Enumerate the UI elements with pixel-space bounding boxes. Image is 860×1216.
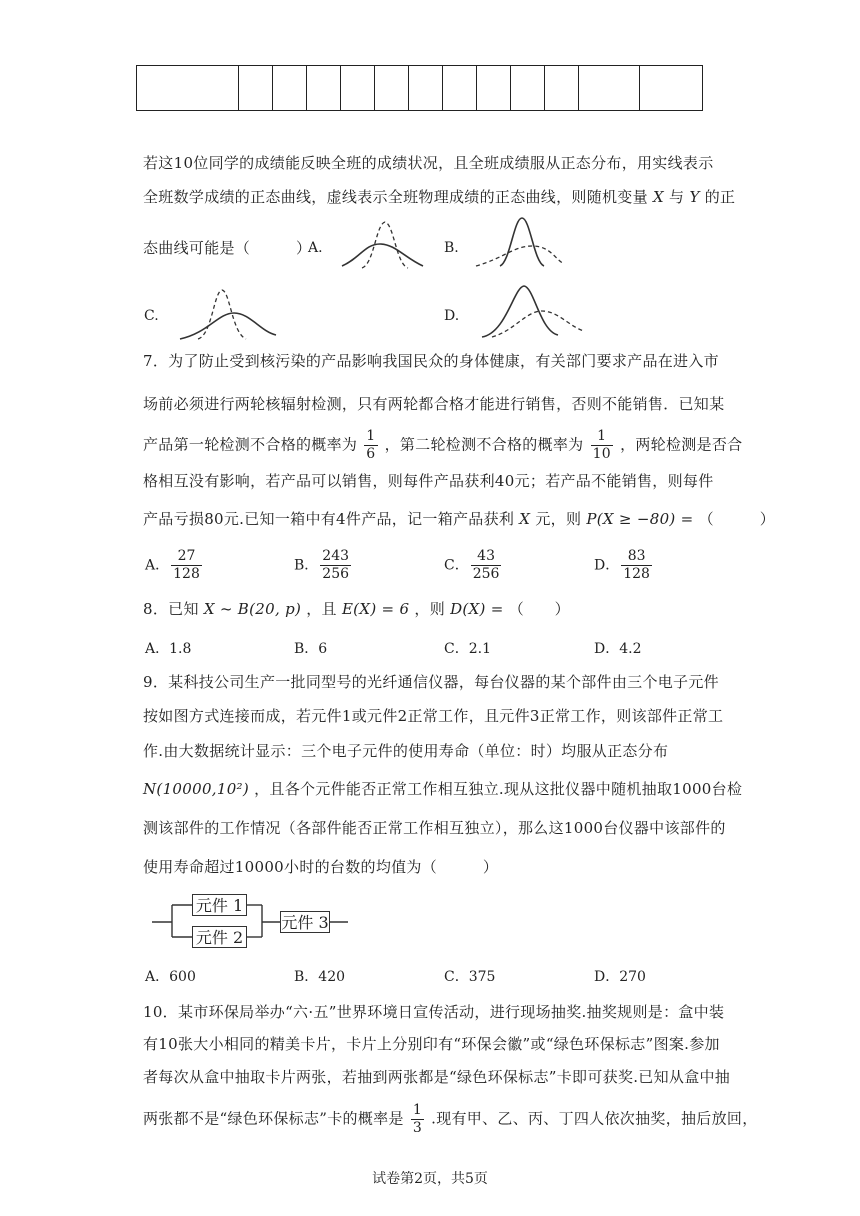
fraction-numerator: 243 bbox=[322, 548, 350, 564]
page-footer: 试卷第2页，共5页 bbox=[372, 1171, 488, 1187]
option-label: D． bbox=[594, 557, 620, 574]
q7-option-b bbox=[294, 548, 353, 583]
q7-line-4: 格相互没有影响，若产品可以销售，则每件产品获利40元；若产品不能销售，则每件 bbox=[143, 472, 714, 490]
q6-option-b-figure bbox=[474, 214, 566, 270]
fraction bbox=[471, 548, 502, 583]
q8-expr-3: D(X) = bbox=[450, 600, 504, 618]
q8-line bbox=[143, 598, 570, 620]
answer-blank: （ ） bbox=[508, 600, 570, 618]
fraction-denominator: 256 bbox=[322, 566, 350, 582]
fraction bbox=[171, 548, 202, 583]
q7-line-5-a: 产品亏损80元.已知一箱中有4件产品，记一箱产品获利 bbox=[143, 510, 515, 528]
option-value: 6 bbox=[318, 641, 328, 657]
table-cell bbox=[341, 66, 375, 111]
fraction bbox=[591, 428, 613, 463]
option-label: B． bbox=[294, 969, 319, 985]
answer-blank: （ ） bbox=[698, 510, 776, 528]
q10-line-3: 者每次从盒中抽取卡片两张，若抽到两张都是“绿色环保标志”卡即可获奖.已知从盒中抽 bbox=[143, 1068, 731, 1086]
option-label: D． bbox=[594, 969, 620, 985]
component-1-box: 元件 1 bbox=[192, 894, 247, 916]
q7-option-c bbox=[444, 548, 503, 583]
table-row bbox=[137, 66, 703, 111]
option-value: 600 bbox=[169, 969, 196, 985]
q9-option-a bbox=[145, 966, 196, 986]
q7-line-5 bbox=[143, 508, 775, 530]
q8-expr-2: E(X) = 6 bbox=[341, 600, 410, 618]
q9-line-1: 9．某科技公司生产一批同型号的光纤通信仪器，每台仪器的某个部件由三个电子元件 bbox=[143, 673, 719, 691]
q8-option-d bbox=[594, 638, 642, 658]
q7-line-5-b: 元，则 bbox=[535, 510, 582, 528]
q7-option-d bbox=[594, 548, 654, 583]
q8-option-a bbox=[145, 638, 191, 658]
q9-line-4-b: ，且各个元件能否正常工作相互独立.现从这批仪器中随机抽取1000台检 bbox=[254, 780, 743, 798]
q7-line-3-b: ，第二轮检测不合格的概率为 bbox=[384, 435, 584, 454]
fraction-denominator: 10 bbox=[592, 446, 611, 462]
q9-option-c bbox=[444, 966, 495, 986]
q6-option-d-label: D. bbox=[444, 308, 460, 324]
option-label: A． bbox=[145, 557, 170, 574]
q7-line-3-c: ，两轮检测是否合 bbox=[620, 435, 743, 454]
q10-line-4-b: .现有甲、乙、丙、丁四人依次抽奖，抽后放回， bbox=[431, 1109, 758, 1128]
option-label: D． bbox=[594, 641, 620, 657]
fraction-denominator: 6 bbox=[366, 446, 376, 462]
fraction bbox=[411, 1102, 424, 1137]
table-cell bbox=[579, 66, 640, 111]
probability-expression: P(X ≥ −80) = bbox=[586, 510, 694, 528]
table-cell bbox=[273, 66, 307, 111]
q10-line-2: 有10张大小相同的精美卡片，卡片上分别印有“环保会徽”或“绿色环保标志”图案.参加 bbox=[143, 1035, 720, 1053]
score-table bbox=[136, 65, 703, 111]
component-2-box: 元件 2 bbox=[192, 926, 247, 948]
q9-line-4 bbox=[143, 778, 742, 800]
q6-option-c-label: C. bbox=[144, 308, 159, 324]
q7-option-a bbox=[145, 548, 204, 583]
table-cell bbox=[307, 66, 341, 111]
component-3-box: 元件 3 bbox=[281, 913, 329, 932]
q6-line-2-end: 的正 bbox=[704, 188, 736, 206]
q10-line-4 bbox=[143, 1102, 758, 1137]
table-cell bbox=[511, 66, 545, 111]
option-label: B． bbox=[294, 641, 319, 657]
fraction-numerator: 1 bbox=[366, 428, 376, 444]
fraction-numerator: 1 bbox=[591, 428, 613, 446]
fraction bbox=[364, 428, 377, 463]
fraction bbox=[621, 548, 652, 583]
table-cell bbox=[443, 66, 477, 111]
fraction-denominator: 256 bbox=[472, 566, 500, 582]
q6-line-3: 态曲线可能是（ ） bbox=[143, 239, 312, 257]
option-label: B． bbox=[294, 557, 319, 574]
q8-option-c bbox=[444, 638, 491, 658]
table-cell bbox=[137, 66, 239, 111]
q8-text-c: ，则 bbox=[414, 600, 446, 618]
q9-line-3: 作.由大数据统计显示：三个电子元件的使用寿命（单位：时）均服从正态分布 bbox=[143, 742, 669, 760]
fraction bbox=[320, 548, 351, 583]
q6-option-a-figure bbox=[340, 218, 425, 270]
table-cell bbox=[640, 66, 703, 111]
q8-text-b: ，且 bbox=[306, 600, 337, 618]
fraction-numerator: 43 bbox=[471, 548, 502, 566]
option-label: A． bbox=[145, 641, 170, 657]
option-value: 2.1 bbox=[468, 641, 491, 657]
table-cell bbox=[477, 66, 511, 111]
q10-line-4-a: 两张都不是“绿色环保标志”卡的概率是 bbox=[143, 1109, 404, 1128]
option-value: 270 bbox=[619, 969, 646, 985]
var-y: Y bbox=[689, 188, 700, 206]
q9-line-6: 使用寿命超过10000小时的台数的均值为（ ） bbox=[143, 858, 499, 876]
option-label: C． bbox=[444, 969, 469, 985]
q9-line-2: 按如图方式连接而成，若元件1或元件2正常工作，且元件3正常工作，则该部件正常工 bbox=[143, 707, 724, 725]
table-cell bbox=[239, 66, 273, 111]
normal-distribution-expr: N(10000,10²) bbox=[143, 780, 250, 798]
q6-line-2-text: 全班数学成绩的正态曲线，虚线表示全班物理成绩的正态曲线，则随机变量 bbox=[143, 188, 648, 206]
table-cell bbox=[545, 66, 579, 111]
option-value: 4.2 bbox=[619, 641, 642, 657]
var-x: X bbox=[652, 188, 664, 206]
q9-line-5: 测该部件的工作情况（各部件能否正常工作相互独立），那么这1000台仪器中该部件的 bbox=[143, 819, 726, 837]
q6-option-c-figure bbox=[178, 287, 278, 343]
q7-line-3-a: 产品第一轮检测不合格的概率为 bbox=[143, 435, 358, 454]
fraction-denominator: 128 bbox=[623, 566, 650, 582]
option-label: C． bbox=[444, 557, 469, 574]
q8-expr-1: X ~ B(20, p) bbox=[203, 600, 302, 618]
table-cell bbox=[409, 66, 443, 111]
option-label: C． bbox=[444, 641, 469, 657]
table-cell bbox=[375, 66, 409, 111]
q10-line-1: 10．某市环保局举办“六·五”世界环境日宣传活动，进行现场抽奖.抽奖规则是：盒中装 bbox=[143, 1003, 725, 1021]
q7-line-3 bbox=[143, 428, 742, 463]
q9-option-d bbox=[594, 966, 646, 986]
fraction-numerator: 1 bbox=[412, 1102, 423, 1118]
q8-option-b bbox=[294, 638, 327, 658]
option-value: 375 bbox=[468, 969, 496, 985]
fraction-denominator: 128 bbox=[173, 566, 200, 582]
q7-line-2: 场前必须进行两轮核辐射检测，只有两轮都合格才能进行销售，否则不能销售．已知某 bbox=[143, 395, 725, 413]
q6-line-1: 若这10位同学的成绩能反映全班的成绩状况，且全班成绩服从正态分布，用实线表示 bbox=[143, 154, 714, 172]
fraction-denominator: 3 bbox=[412, 1120, 423, 1136]
fraction-numerator: 83 bbox=[621, 548, 652, 566]
q7-line-1: 7．为了防止受到核污染的产品影响我国民众的身体健康，有关部门要求产品在进入市 bbox=[143, 352, 719, 370]
q6-option-a-label: A. bbox=[308, 240, 323, 256]
option-label: A． bbox=[145, 969, 170, 985]
q6-option-d-figure bbox=[478, 283, 586, 341]
q8-text-a: 8．已知 bbox=[143, 600, 199, 618]
option-value: 420 bbox=[318, 969, 346, 985]
q6-line-2 bbox=[143, 186, 735, 208]
q6-option-b-label: B. bbox=[444, 240, 459, 256]
var-x: X bbox=[519, 510, 531, 528]
fraction-numerator: 27 bbox=[171, 548, 202, 566]
q9-option-b bbox=[294, 966, 345, 986]
option-value: 1.8 bbox=[169, 641, 192, 657]
q6-line-2-mid: 与 bbox=[669, 188, 685, 206]
